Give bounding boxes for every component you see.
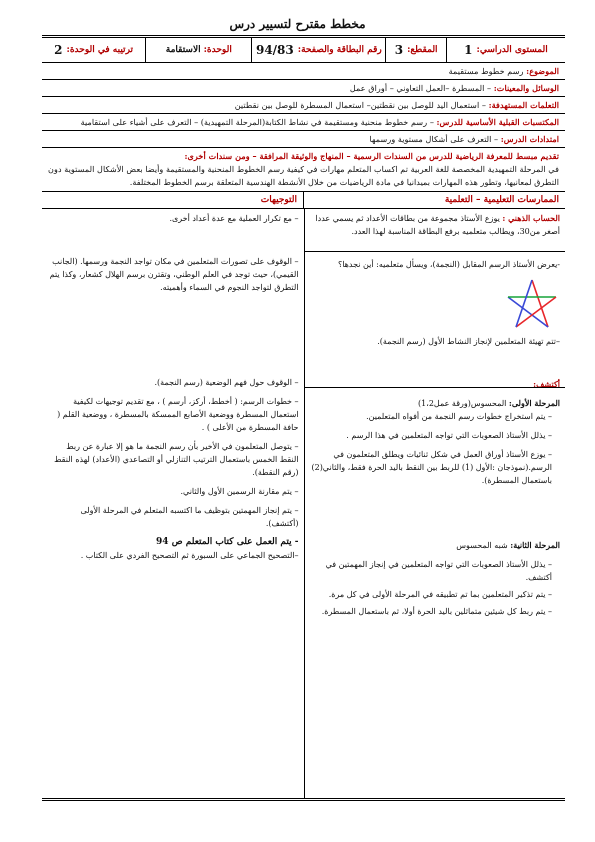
phase2-title: شبه المحسوس [456,541,508,550]
level-label: المستوى الدراسي: [476,45,548,55]
tools-row [42,80,565,97]
star-image [504,277,560,331]
targets-row [42,97,565,114]
page-title: مخطط مقترح لتسيير درس [229,17,366,31]
phase1-item: – يوزع الأستاذ أوراق العمل في شكل ثنائيات ويطلق المتعلمون في الرسم.(نموذجان :الأول (1) للربط بين النقط باليد الحرة فقط، والثاني(2) باستعمال المسطرة). [311,450,552,485]
guidance-note: – يتوصل المتعلمون في الأخير بأن رسم النجمة ما هو إلا عبارة عن ربط النقط الخمس باستعمال الترتيب التنازلي أو التصاعدي (الأعداد) لهذه النقط (رقم النقطة). [54,442,299,477]
topic-label: الموضوع: [526,66,559,76]
phase1-item: – يذلل الأستاذ الصعوبات التي تواجه المتعلمين في هذا الرسم . [346,431,552,440]
lesson-body [42,209,565,798]
practices-column [304,209,566,798]
phase2-item: – يتم تذكير المتعلمين بما تم تطبيقه في المرحلة الأولى في كل مرة. [328,590,552,599]
divider [305,251,566,252]
divider [305,387,566,388]
guidance-note: – يتم مقارنة الرسمين الأول والثاني. [180,487,299,496]
phase1-title: المحسوس(ورقة عمل1،2) [418,399,507,408]
presentation-text: في المرحلة التمهيدية المخصصة للغة العربية تم اكساب المتعلم مهارات في كيفية رسم الخطوط المنحنية والمستقيمة وأيضا بعض الأشكال المستوية دون التطرق لمعانيها، وتطور هذه المهارات بميدانيا في مادة الرياضيات من خلال الأنشطة الهندسية المتعلقة برسم الخطوط المختلفة. [48,164,559,187]
lesson-plan-sheet [42,35,565,801]
level-cell [446,38,565,62]
phase2-item: – يتم ربط كل شيئين متماثلين باليد الحرة أولا، ثم باستعمال المسطرة. [321,607,552,616]
mental-calc-label: الحساب الذهني : [502,213,560,223]
header-row [42,38,565,63]
unit-cell [145,38,251,62]
guidance-heading: التوجيهات [260,195,297,205]
prereq-label: المكتسبات القبلية الأساسية للدرس: [436,117,559,127]
guidance-note: – يتم إنجاز المهمتين بتوظيف ما اكتسبه المتعلم في المرحلة الأولى (أكتشف). [80,506,299,528]
prereq-value: – رسم خطوط منحنية ومستقيمة في نشاط الكتابة(المرحلة التمهيدية) – التعرف على أشياء على استقامية [80,117,434,127]
section-label: المقطع: [407,45,438,55]
order-label: ترتيبه في الوحدة: [66,45,134,55]
tools-value: – المسطرة –العمل التعاوني – أوراق عمل [349,83,492,93]
presentation-heading: تقديم مبسط للمعرفة الرياضية للدرس من السندات الرسمية – المنهاج والوثيقة المرافقة – ومن سندات أخرى: [184,151,559,161]
topic-row [42,63,565,80]
section-cell [385,38,446,62]
targets-label: التعلمات المستهدفة: [488,100,559,110]
section-value: 3 [394,43,404,57]
topic-value: رسم خطوط مستقيمة [448,66,524,76]
extensions-row [42,131,565,148]
tools-label: الوسائل والمعينات: [493,83,559,93]
order-value: 2 [54,43,63,57]
phase1-item: – يتم استخراج خطوات رسم النجمة من أفواه المتعلمين. [366,412,552,421]
warmup-note: – الوقوف على تصورات المتعلمين في مكان تواجد النجمة ورسمها. (الجانب القيمي)، حيث توجد في العلم الوطني، وتقترن برسم الهلال كشعار، وكذا يتم التطرق لتواجد النجوم في السماء وأهميته. [49,257,299,292]
phase1-label: المرحلة الأولى: [508,398,560,408]
workbook-label: - يتم العمل على كتاب المتعلم ص [171,537,299,547]
extensions-value: – التعرف على أشكال مستوية ورسمها [369,134,499,144]
prereq-row [42,114,565,131]
unit-label: الوحدة: [203,45,232,55]
card-value: 94/83 [255,43,294,57]
phase2-label: المرحلة الثانية: [510,540,560,550]
order-cell [42,38,145,62]
mental-calc-text: يوزع الأستاذ مجموعة من بطاقات الأعداد ثم يسمي عددا أصغر من30، ويطالب متعلميه برفع البطاقة المناسبة لهذا العدد. [315,214,560,236]
correction-note: –التصحيح الجماعي على السبورة ثم التصحيح الفردي على الكتاب . [80,551,299,560]
level-value: 1 [464,43,473,57]
card-label: رقم البطاقة والصفحة: [297,45,382,55]
warmup-prep: –تتم تهيئة المتعلمين لإنجاز النشاط الأول (رسم النجمة). [377,337,560,346]
workbook-page: 94 [156,537,169,547]
guidance-note: – الوقوف حول فهم الوضعية (رسم النجمة). [154,378,299,387]
card-cell [251,38,385,62]
warmup-question: -يعرض الأستاذ الرسم المقابل (النجمة)، ويسأل متعلميه: أين نجدها؟ [338,260,560,269]
discover-heading: أكتشف: [533,379,560,389]
extensions-label: امتدادات الدرس: [500,134,559,144]
guidance-note: – خطوات الرسم: ( أخطط، أركز، أرسم ) ، مع تقديم توجيهات لكيفية استعمال المسطرة ووضعية الأصابع الممسكة بالمسطرة ، ووضعية القلم ( حافة المسطرة من الأعلى ) . [57,397,299,432]
unit-value: الاستقامة [165,45,201,55]
phase2-item: – يذلل الأستاذ الصعوبات التي تواجه المتعلمين في إنجاز المهمتين في أكتشف. [325,560,552,582]
practices-heading: الممارسات التعليمية – التعلمية [303,192,565,208]
guidance-column [42,209,304,798]
columns-header [42,192,565,209]
targets-value: – استعمال اليد للوصل بين نقطتين– استعمال المسطرة للوصل بين نقطتين [234,100,487,110]
mental-calc-note: – مع تكرار العملية مع عدة أعداد أخرى. [169,214,299,223]
presentation-row [42,148,565,192]
